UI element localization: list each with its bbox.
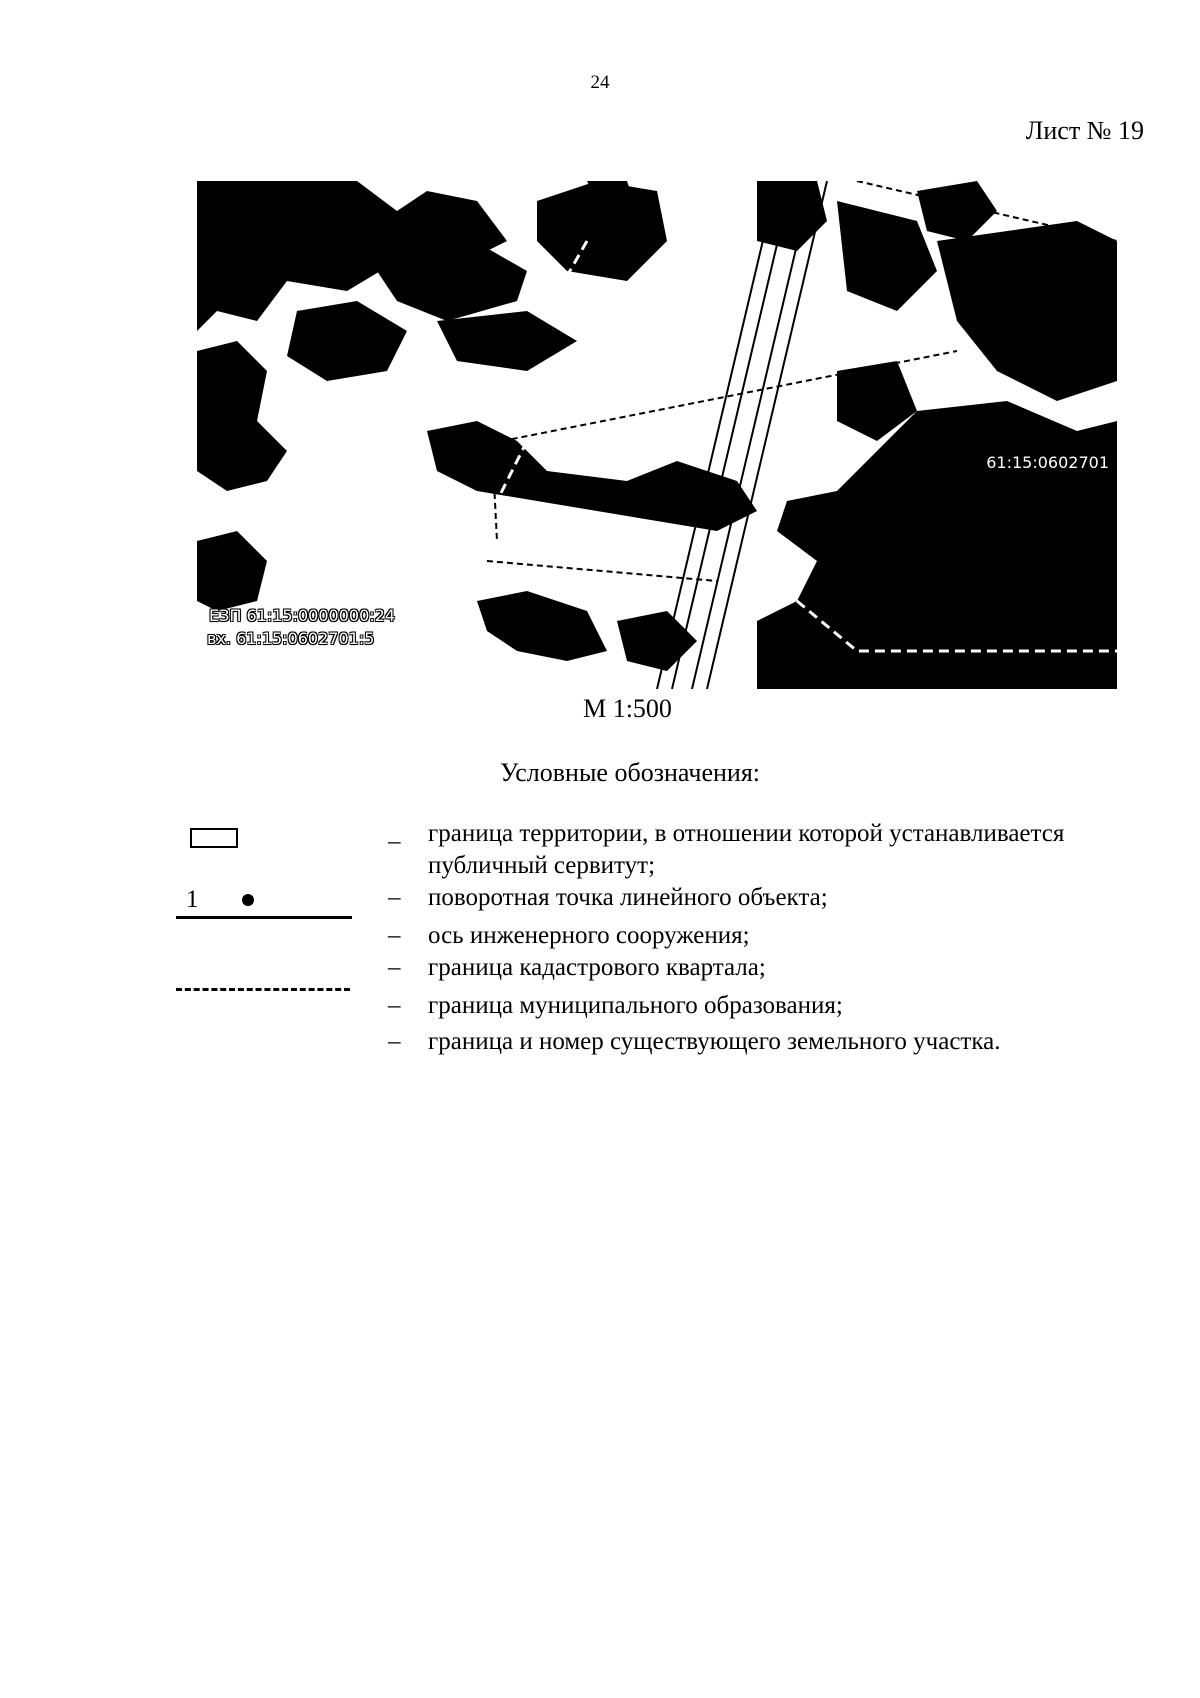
legend-item-turning-point [176,882,1096,916]
legend-text: граница и номер существующего земельного участка. [428,1028,1001,1055]
point-number-label: 1 [186,886,199,913]
map-image [197,181,1117,689]
legend-dash: – [388,922,401,949]
rectangle-outline-icon [190,828,238,848]
legend-dash: – [388,954,401,981]
legend-title: Условные обозначения: [499,758,761,787]
dashed-line-icon [176,988,350,991]
legend-item-municipal-boundary [176,988,1096,1024]
legend-dash: – [388,828,401,855]
legend-text: граница территории, в отношении которой устанавливается публичный сервитут; [428,820,1065,879]
legend-item-structure-axis [176,916,1096,952]
legend-text: ось инженерного сооружения; [428,922,750,949]
legend-item-land-plot [176,1024,1096,1060]
legend-dash: – [388,884,401,911]
parcel-label-line2: вх. 61:15:0602701:5 [207,629,375,648]
legend-dash: – [388,1028,401,1055]
legend-text: граница кадастрового квартала; [428,954,766,981]
sheet-label: Лист № 19 [1025,116,1144,145]
quarter-label: 61:15:0602701 [986,453,1109,472]
legend-item-cadastral-quarter [176,952,1096,988]
legend [176,818,1096,1060]
map-scale: М 1:500 [583,694,672,723]
legend-item-easement-boundary [176,818,1096,882]
legend-text: поворотная точка линейного объекта; [428,884,828,911]
legend-text: граница муниципального образования; [428,992,843,1019]
page-number: 24 [590,72,610,93]
parcel-label-line1: ЕЗП 61:15:0000000:24 [209,606,395,625]
point-icon [242,894,254,906]
solid-line-icon [176,916,352,919]
legend-dash: – [388,992,401,1019]
